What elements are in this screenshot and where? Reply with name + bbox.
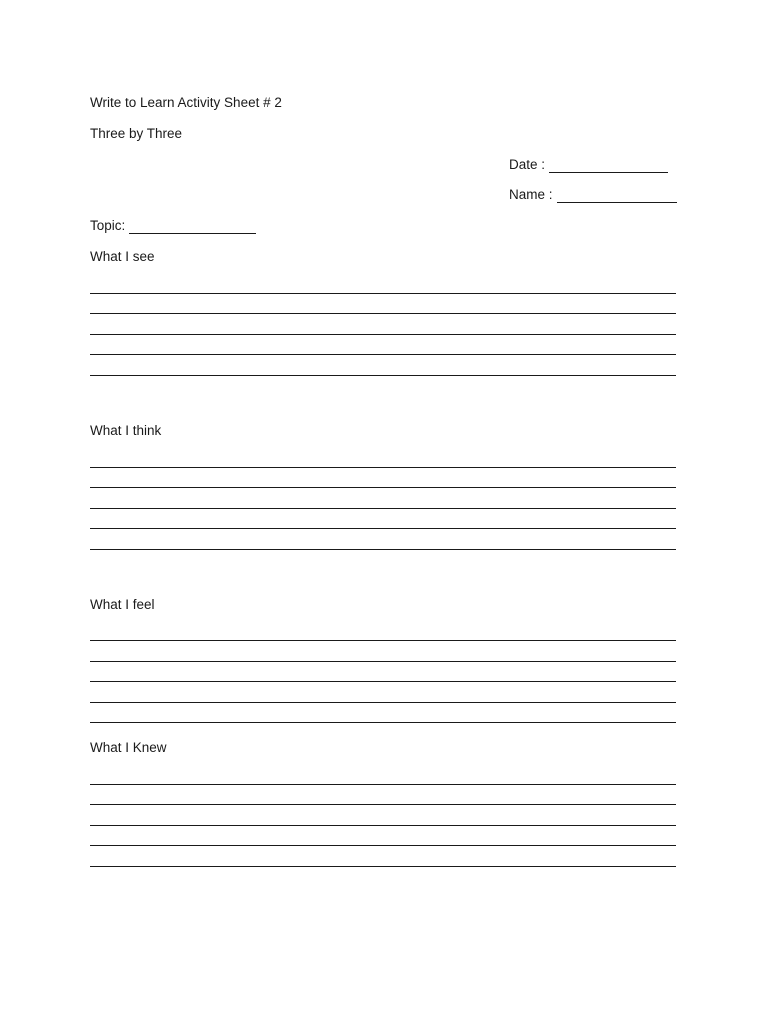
topic-field[interactable] [90,218,256,234]
section-heading-see: What I see [90,249,155,264]
date-label: Date : [509,157,546,172]
name-field[interactable] [509,187,677,203]
writing-line[interactable] [90,640,676,641]
topic-blank[interactable] [129,221,256,234]
section-heading-feel: What I feel [90,597,155,612]
writing-line[interactable] [90,722,676,723]
section-heading-think: What I think [90,423,162,438]
writing-line[interactable] [90,866,676,867]
writing-line[interactable] [90,508,676,509]
sheet-subtitle: Three by Three [90,126,183,141]
name-label: Name : [509,187,553,202]
writing-line[interactable] [90,467,676,468]
writing-line[interactable] [90,549,676,550]
writing-line[interactable] [90,354,676,355]
writing-line[interactable] [90,681,676,682]
sheet-title: Write to Learn Activity Sheet # 2 [90,95,282,110]
writing-line[interactable] [90,825,676,826]
writing-line[interactable] [90,334,676,335]
writing-line[interactable] [90,702,676,703]
writing-line[interactable] [90,804,676,805]
writing-line[interactable] [90,845,676,846]
writing-line[interactable] [90,375,676,376]
writing-line[interactable] [90,293,676,294]
writing-line[interactable] [90,528,676,529]
date-blank[interactable] [549,160,668,173]
section-heading-knew: What I Knew [90,740,167,755]
name-blank[interactable] [557,190,677,203]
writing-line[interactable] [90,661,676,662]
writing-line[interactable] [90,487,676,488]
writing-line[interactable] [90,313,676,314]
writing-line[interactable] [90,784,676,785]
date-field[interactable] [509,157,668,173]
topic-label: Topic: [90,218,126,233]
